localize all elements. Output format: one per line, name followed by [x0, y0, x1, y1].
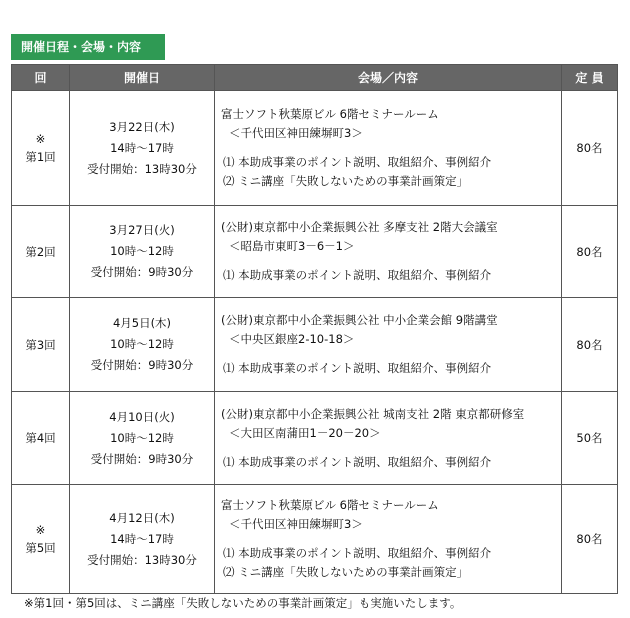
table-header-row [12, 65, 618, 91]
content-item: ⑵ ミニ講座「失敗しないための事業計画策定」 [223, 565, 469, 579]
venue-cell [215, 206, 562, 298]
venue-cell [215, 485, 562, 594]
content-item: ⑴ 本助成事業のポイント説明、取組紹介、事例紹介 [223, 268, 492, 282]
table-row [12, 485, 618, 594]
reception-label: 受付開始：13時30分 [87, 161, 197, 176]
content-item: ⑴ 本助成事業のポイント説明、取組紹介、事例紹介 [223, 454, 492, 469]
capacity-cell: 80名 [562, 91, 618, 206]
round-mark: ※ [35, 132, 46, 146]
round-label: 第1回 [25, 150, 56, 164]
table-row [12, 392, 618, 485]
reception-label: 受付開始：9時30分 [90, 358, 194, 372]
round-cell [12, 206, 70, 298]
content-item: ⑵ ミニ講座「失敗しないための事業計画策定」 [223, 174, 469, 188]
capacity-cell: 50名 [562, 392, 618, 485]
header-round: 回 [12, 65, 70, 91]
round-label: 第3回 [25, 337, 56, 352]
content-item: ⑴ 本助成事業のポイント説明、取組紹介、事例紹介 [223, 155, 492, 169]
time-label: 14時～17時 [110, 531, 174, 546]
date-cell [70, 298, 215, 392]
date-label: 3月27日(火) [109, 223, 175, 237]
header-capacity: 定 員 [562, 65, 618, 91]
content-item: ⑴ 本助成事業のポイント説明、取組紹介、事例紹介 [223, 546, 492, 560]
venue-name: (公財)東京都中小企業振興公社 多摩支社 2階大会議室 [221, 220, 498, 234]
time-label: 10時～12時 [110, 430, 174, 445]
section-title: 開催日程・会場・内容 [11, 34, 165, 60]
venue-cell [215, 298, 562, 392]
reception-label: 受付開始：13時30分 [87, 552, 197, 567]
date-cell [70, 392, 215, 485]
date-label: 3月22日(木) [109, 119, 175, 134]
date-cell [70, 91, 215, 206]
round-label: 第2回 [25, 244, 56, 259]
content-item: ⑴ 本助成事業のポイント説明、取組紹介、事例紹介 [223, 361, 492, 375]
round-cell [12, 485, 70, 594]
round-cell [12, 91, 70, 206]
header-date: 開催日 [70, 65, 215, 91]
venue-address: ＜昭島市東町3－6－1＞ [229, 239, 355, 253]
venue-address: ＜中央区銀座2-10-18＞ [229, 332, 355, 346]
venue-name: (公財)東京都中小企業振興公社 城南支社 2階 東京都研修室 [221, 406, 525, 421]
venue-name: 富士ソフト秋葉原ビル 6階セミナールーム [221, 498, 439, 512]
date-label: 4月12日(木) [109, 510, 175, 525]
date-cell [70, 206, 215, 298]
date-cell [70, 485, 215, 594]
reception-label: 受付開始：9時30分 [90, 451, 194, 466]
capacity-cell: 80名 [562, 206, 618, 298]
table-row [12, 206, 618, 298]
venue-name: (公財)東京都中小企業振興公社 中小企業会館 9階講堂 [221, 313, 498, 327]
date-label: 4月5日(木) [112, 316, 172, 330]
round-label: 第5回 [25, 541, 56, 555]
table-row [12, 91, 618, 206]
table-row [12, 298, 618, 392]
footnote: ※第1回・第5回は、ミニ講座「失敗しないための事業計画策定」も実施いたします。 [24, 596, 462, 610]
reception-label: 受付開始：9時30分 [90, 265, 194, 279]
venue-address: ＜千代田区神田練塀町3＞ [229, 126, 363, 140]
capacity-cell: 80名 [562, 298, 618, 392]
venue-address: ＜大田区南蒲田1－20－20＞ [229, 425, 381, 440]
round-label: 第4回 [25, 431, 56, 445]
header-venue: 会場／内容 [215, 65, 562, 91]
venue-address: ＜千代田区神田練塀町3＞ [229, 517, 363, 531]
time-label: 10時～12時 [110, 244, 174, 258]
date-label: 4月10日(火) [109, 409, 175, 424]
round-cell [12, 298, 70, 392]
round-cell [12, 392, 70, 485]
schedule-table [11, 64, 618, 594]
time-label: 10時～12時 [110, 337, 174, 351]
venue-cell [215, 91, 562, 206]
capacity-cell: 80名 [562, 485, 618, 594]
round-mark: ※ [35, 523, 46, 537]
time-label: 14時～17時 [110, 140, 174, 155]
venue-cell [215, 392, 562, 485]
venue-name: 富士ソフト秋葉原ビル 6階セミナールーム [221, 107, 439, 121]
